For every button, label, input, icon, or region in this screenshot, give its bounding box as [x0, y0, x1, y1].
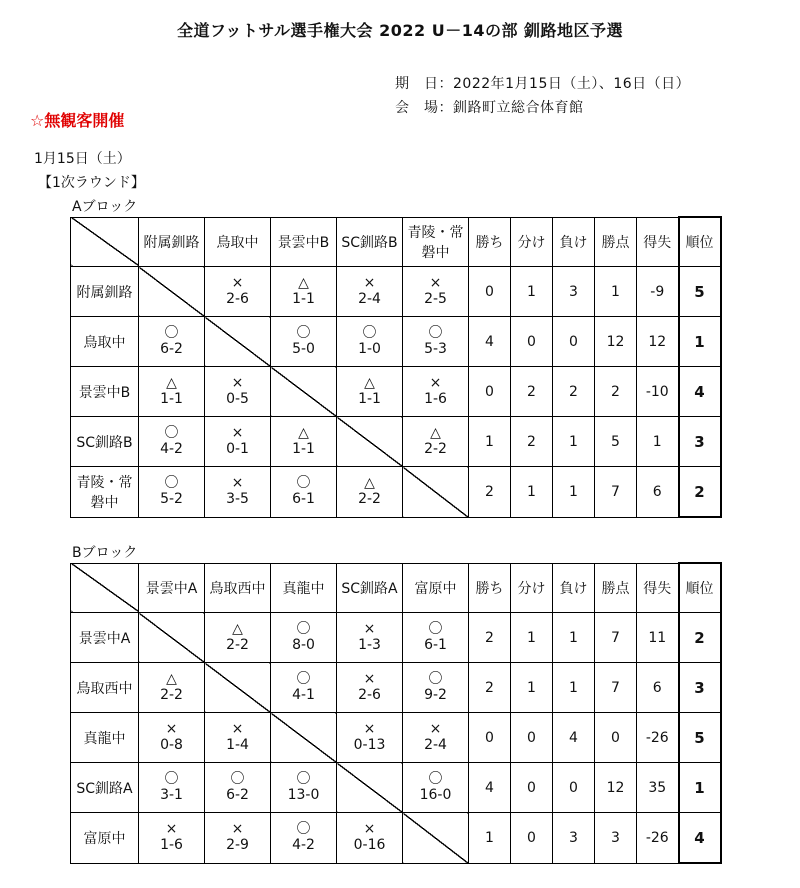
wins-cell: 2	[469, 467, 511, 518]
goal-difference-cell: 11	[637, 613, 679, 663]
column-team-header: 景雲中B	[271, 217, 337, 267]
column-team-header: 附属釧路	[139, 217, 205, 267]
match-result-cell	[205, 467, 271, 518]
result-symbol: 〇	[428, 671, 443, 687]
points-cell: 7	[595, 467, 637, 518]
goal-difference-cell: -26	[637, 813, 679, 864]
match-score: 4-1	[292, 687, 315, 703]
losses-cell: 0	[553, 763, 595, 813]
rank-cell: 2	[679, 613, 721, 663]
result-symbol: ×	[231, 425, 244, 441]
team-row	[71, 417, 721, 467]
result-symbol: 〇	[164, 771, 179, 787]
rank-cell: 4	[679, 367, 721, 417]
result-symbol: 〇	[362, 325, 377, 341]
match-result-cell	[271, 813, 337, 864]
match-score: 0-5	[226, 391, 249, 407]
match-result-cell	[403, 613, 469, 663]
draws-cell: 1	[511, 267, 553, 317]
team-row	[71, 713, 721, 763]
row-team-name: 附属釧路	[71, 267, 139, 317]
match-result-cell	[337, 267, 403, 317]
team-row	[71, 467, 721, 518]
header-row	[71, 563, 721, 613]
result-symbol: ×	[231, 475, 244, 492]
match-score: 6-1	[424, 637, 447, 653]
match-score: 1-1	[358, 391, 381, 407]
points-cell: 0	[595, 713, 637, 763]
row-team-name: 青陵・常磐中	[71, 467, 139, 518]
draws-cell: 0	[511, 317, 553, 367]
match-result-cell	[139, 367, 205, 417]
match-score: 1-4	[226, 737, 249, 753]
column-team-header: SC釧路A	[337, 563, 403, 613]
stat-header: 勝ち	[469, 563, 511, 613]
match-score: 1-3	[358, 637, 381, 653]
match-score: 1-0	[358, 341, 381, 357]
result-symbol: ×	[363, 671, 376, 687]
match-result-cell	[337, 813, 403, 864]
draws-cell: 0	[511, 713, 553, 763]
venue-line: 会 場：釧路町立総合体育館	[395, 100, 584, 116]
no-spectators-notice: ☆無観客開催	[30, 111, 125, 130]
match-score: 0-8	[160, 737, 183, 753]
row-team-name: SC釧路B	[71, 417, 139, 467]
column-team-header: 鳥取中	[205, 217, 271, 267]
stat-header: 順位	[679, 563, 721, 613]
rank-cell: 5	[679, 267, 721, 317]
points-cell: 7	[595, 613, 637, 663]
column-team-header: 鳥取西中	[205, 563, 271, 613]
match-result-cell	[337, 613, 403, 663]
losses-cell: 1	[553, 613, 595, 663]
stat-header: 負け	[553, 217, 595, 267]
losses-cell: 2	[553, 367, 595, 417]
wins-cell: 0	[469, 713, 511, 763]
match-result-cell	[205, 763, 271, 813]
match-result-cell	[205, 417, 271, 467]
rank-cell: 3	[679, 417, 721, 467]
result-symbol: 〇	[164, 425, 179, 441]
match-result-cell	[139, 663, 205, 713]
row-team-name: 景雲中B	[71, 367, 139, 417]
self-match-diagonal-cell	[337, 763, 403, 813]
wins-cell: 1	[469, 813, 511, 864]
match-result-cell	[337, 713, 403, 763]
match-result-cell	[337, 367, 403, 417]
result-symbol: 〇	[428, 325, 443, 341]
match-result-cell	[271, 267, 337, 317]
result-symbol: 〇	[296, 475, 311, 492]
team-row	[71, 367, 721, 417]
team-row	[71, 613, 721, 663]
self-match-diagonal-cell	[139, 267, 205, 317]
wins-cell: 4	[469, 763, 511, 813]
match-score: 2-2	[160, 687, 183, 703]
result-symbol: △	[166, 671, 177, 687]
self-match-diagonal-cell	[403, 467, 469, 518]
draws-cell: 0	[511, 763, 553, 813]
wins-cell: 1	[469, 417, 511, 467]
match-score: 2-6	[226, 291, 249, 307]
day-label: 1月15日（土）	[34, 151, 131, 167]
match-score: 9-2	[424, 687, 447, 703]
result-symbol: ×	[231, 375, 244, 391]
draws-cell: 1	[511, 613, 553, 663]
match-score: 1-6	[160, 837, 183, 854]
column-team-header: 青陵・常磐中	[403, 217, 469, 267]
match-result-cell	[271, 613, 337, 663]
result-symbol: 〇	[164, 325, 179, 341]
match-score: 2-2	[424, 441, 447, 457]
match-result-cell	[271, 467, 337, 518]
match-score: 0-16	[353, 837, 386, 854]
self-match-diagonal-cell	[139, 613, 205, 663]
header-row	[71, 217, 721, 267]
match-score: 6-1	[292, 491, 315, 508]
match-result-cell	[403, 713, 469, 763]
match-score: 1-1	[292, 291, 315, 307]
result-symbol: △	[232, 621, 243, 637]
goal-difference-cell: 1	[637, 417, 679, 467]
match-result-cell	[337, 467, 403, 518]
draws-cell: 0	[511, 813, 553, 864]
match-result-cell	[139, 467, 205, 518]
match-result-cell	[205, 613, 271, 663]
block-a-table	[70, 216, 722, 518]
draws-cell: 1	[511, 663, 553, 713]
date-line: 期 日：2022年1月15日（土）、16日（日）	[395, 76, 691, 92]
row-team-name: SC釧路A	[71, 763, 139, 813]
match-score: 16-0	[419, 787, 452, 803]
losses-cell: 4	[553, 713, 595, 763]
result-symbol: △	[364, 375, 375, 391]
round-label: 【1次ラウンド】	[38, 175, 145, 191]
wins-cell: 2	[469, 663, 511, 713]
points-cell: 12	[595, 763, 637, 813]
losses-cell: 3	[553, 267, 595, 317]
result-symbol: ×	[429, 375, 442, 391]
match-score: 2-4	[358, 291, 381, 307]
row-team-name: 景雲中A	[71, 613, 139, 663]
result-symbol: △	[298, 425, 309, 441]
stat-header: 得失	[637, 217, 679, 267]
match-result-cell	[403, 663, 469, 713]
match-result-cell	[271, 417, 337, 467]
result-symbol: 〇	[296, 325, 311, 341]
wins-cell: 2	[469, 613, 511, 663]
goal-difference-cell: -9	[637, 267, 679, 317]
goal-difference-cell: 6	[637, 663, 679, 713]
column-team-header: 真龍中	[271, 563, 337, 613]
match-score: 4-2	[160, 441, 183, 457]
match-score: 1-6	[424, 391, 447, 407]
match-result-cell	[337, 663, 403, 713]
match-score: 2-9	[226, 837, 249, 854]
points-cell: 5	[595, 417, 637, 467]
team-row	[71, 317, 721, 367]
result-symbol: ×	[231, 721, 244, 737]
rank-cell: 1	[679, 763, 721, 813]
match-result-cell	[403, 317, 469, 367]
corner-diagonal-cell	[71, 563, 139, 613]
wins-cell: 0	[469, 267, 511, 317]
match-score: 2-2	[358, 491, 381, 508]
points-cell: 2	[595, 367, 637, 417]
stat-header: 勝点	[595, 563, 637, 613]
result-symbol: ×	[429, 721, 442, 737]
match-result-cell	[139, 317, 205, 367]
team-row	[71, 267, 721, 317]
goal-difference-cell: 35	[637, 763, 679, 813]
self-match-diagonal-cell	[205, 663, 271, 713]
rank-cell: 3	[679, 663, 721, 713]
match-score: 13-0	[287, 787, 320, 803]
match-result-cell	[271, 763, 337, 813]
result-symbol: ×	[363, 621, 376, 637]
rank-cell: 2	[679, 467, 721, 518]
match-score: 3-5	[226, 491, 249, 508]
result-symbol: 〇	[296, 821, 311, 838]
stat-header: 分け	[511, 563, 553, 613]
stat-header: 勝ち	[469, 217, 511, 267]
result-symbol: 〇	[296, 771, 311, 787]
match-result-cell	[271, 663, 337, 713]
goal-difference-cell: -10	[637, 367, 679, 417]
match-score: 6-2	[226, 787, 249, 803]
team-row	[71, 663, 721, 713]
match-result-cell	[403, 417, 469, 467]
result-symbol: △	[430, 425, 441, 441]
match-score: 1-1	[292, 441, 315, 457]
result-symbol: △	[364, 475, 375, 492]
match-score: 8-0	[292, 637, 315, 653]
goal-difference-cell: 12	[637, 317, 679, 367]
points-cell: 1	[595, 267, 637, 317]
points-cell: 3	[595, 813, 637, 864]
wins-cell: 0	[469, 367, 511, 417]
losses-cell: 1	[553, 417, 595, 467]
match-result-cell	[139, 713, 205, 763]
match-score: 6-2	[160, 341, 183, 357]
team-row	[71, 763, 721, 813]
row-team-name: 鳥取中	[71, 317, 139, 367]
stat-header: 分け	[511, 217, 553, 267]
result-symbol: ×	[429, 275, 442, 291]
points-cell: 12	[595, 317, 637, 367]
result-symbol: ×	[363, 275, 376, 291]
draws-cell: 2	[511, 367, 553, 417]
result-symbol: 〇	[296, 621, 311, 637]
row-team-name: 富原中	[71, 813, 139, 864]
self-match-diagonal-cell	[271, 713, 337, 763]
match-score: 0-13	[353, 737, 386, 753]
stat-header: 得失	[637, 563, 679, 613]
match-result-cell	[403, 763, 469, 813]
column-team-header: 景雲中A	[139, 563, 205, 613]
match-score: 4-2	[292, 837, 315, 854]
result-symbol: 〇	[428, 771, 443, 787]
match-result-cell	[403, 267, 469, 317]
match-result-cell	[337, 317, 403, 367]
match-result-cell	[205, 713, 271, 763]
match-result-cell	[139, 813, 205, 864]
self-match-diagonal-cell	[205, 317, 271, 367]
match-result-cell	[271, 317, 337, 367]
match-score: 5-2	[160, 491, 183, 508]
match-result-cell	[205, 813, 271, 864]
stat-header: 順位	[679, 217, 721, 267]
self-match-diagonal-cell	[403, 813, 469, 864]
block-b-table	[70, 562, 722, 864]
match-result-cell	[139, 763, 205, 813]
match-score: 2-6	[358, 687, 381, 703]
corner-diagonal-cell	[71, 217, 139, 267]
wins-cell: 4	[469, 317, 511, 367]
result-symbol: 〇	[164, 475, 179, 492]
result-symbol: 〇	[230, 771, 245, 787]
match-score: 5-3	[424, 341, 447, 357]
rank-cell: 5	[679, 713, 721, 763]
points-cell: 7	[595, 663, 637, 713]
result-symbol: 〇	[296, 671, 311, 687]
match-score: 1-1	[160, 391, 183, 407]
goal-difference-cell: -26	[637, 713, 679, 763]
goal-difference-cell: 6	[637, 467, 679, 518]
losses-cell: 3	[553, 813, 595, 864]
rank-cell: 4	[679, 813, 721, 864]
draws-cell: 2	[511, 417, 553, 467]
block-b-label: Bブロック	[72, 545, 138, 561]
match-score: 3-1	[160, 787, 183, 803]
match-result-cell	[205, 267, 271, 317]
match-score: 2-5	[424, 291, 447, 307]
result-symbol: △	[166, 375, 177, 391]
column-team-header: 富原中	[403, 563, 469, 613]
result-symbol: 〇	[428, 621, 443, 637]
rank-cell: 1	[679, 317, 721, 367]
match-result-cell	[139, 417, 205, 467]
self-match-diagonal-cell	[271, 367, 337, 417]
draws-cell: 1	[511, 467, 553, 518]
document-title: 全道フットサル選手権大会 2022 U－14の部 釧路地区予選	[176, 21, 624, 40]
result-symbol: ×	[165, 821, 178, 838]
match-score: 0-1	[226, 441, 249, 457]
losses-cell: 0	[553, 317, 595, 367]
match-result-cell	[205, 367, 271, 417]
match-score: 5-0	[292, 341, 315, 357]
result-symbol: ×	[363, 821, 376, 838]
stat-header: 勝点	[595, 217, 637, 267]
match-score: 2-4	[424, 737, 447, 753]
row-team-name: 真龍中	[71, 713, 139, 763]
result-symbol: ×	[363, 721, 376, 737]
result-symbol: △	[298, 275, 309, 291]
self-match-diagonal-cell	[337, 417, 403, 467]
team-row	[71, 813, 721, 864]
match-result-cell	[403, 367, 469, 417]
stat-header: 負け	[553, 563, 595, 613]
result-symbol: ×	[231, 275, 244, 291]
row-team-name: 鳥取西中	[71, 663, 139, 713]
losses-cell: 1	[553, 467, 595, 518]
block-a-label: Aブロック	[72, 199, 138, 215]
column-team-header: SC釧路B	[337, 217, 403, 267]
match-score: 2-2	[226, 637, 249, 653]
result-symbol: ×	[231, 821, 244, 838]
result-symbol: ×	[165, 721, 178, 737]
losses-cell: 1	[553, 663, 595, 713]
